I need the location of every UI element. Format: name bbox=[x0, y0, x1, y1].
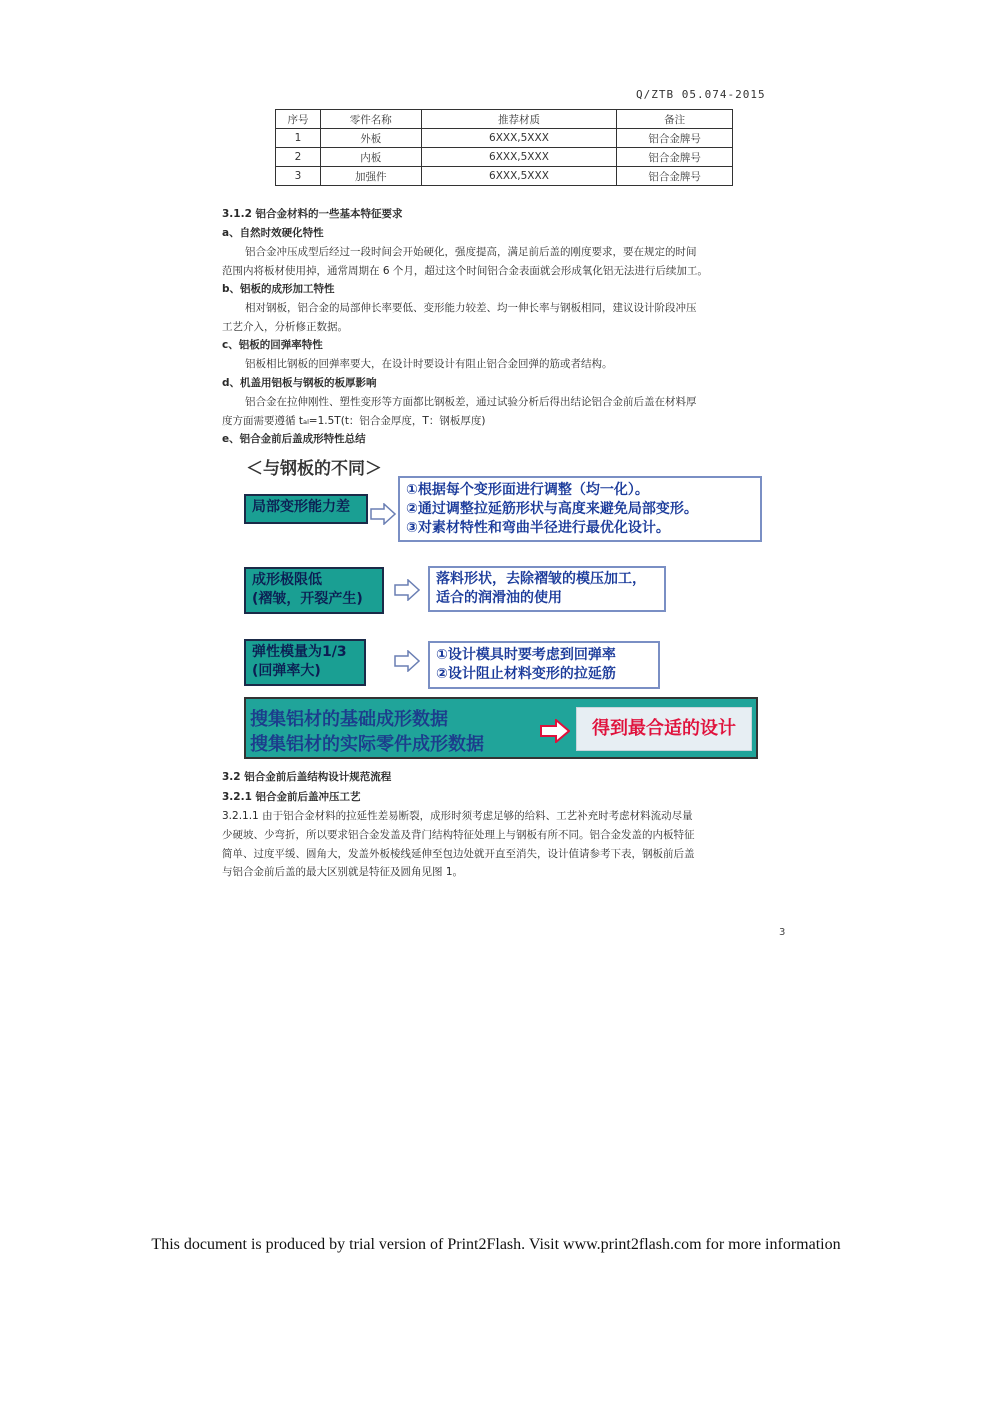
issue-label: 成形极限低 bbox=[252, 572, 322, 588]
table-cell: 2 bbox=[276, 148, 321, 167]
table-cell: 铝合金牌号 bbox=[617, 148, 733, 167]
table-cell: 6XXX,5XXX bbox=[421, 148, 617, 167]
issue-label: 局部变形能力差 bbox=[252, 499, 350, 515]
solution-line: 落料形状，去除褶皱的模压加工， bbox=[436, 571, 646, 587]
summary-line: 搜集铝材的基础成形数据 bbox=[250, 709, 448, 730]
table-header-cell: 推荐材质 bbox=[421, 110, 617, 129]
table-row bbox=[276, 129, 733, 148]
table-cell: 6XXX,5XXX bbox=[421, 167, 617, 186]
paragraph-line: 范围内将板材使用掉，通常周期在 6 个月，超过这个时间铝合金表面就会形成氧化铝无法进行后续加工。 bbox=[222, 265, 708, 277]
summary-line: 搜集铝材的实际零件成形数据 bbox=[250, 734, 484, 755]
issue-label: (回弹率大) bbox=[252, 663, 321, 679]
paragraph-line: 相对钢板，铝合金的局部伸长率要低、变形能力较差、均一伸长率与钢板相同，建议设计阶段冲压 bbox=[245, 302, 697, 314]
table-cell: 6XXX,5XXX bbox=[421, 129, 617, 148]
table-cell: 内板 bbox=[320, 148, 421, 167]
table-header-cell: 备注 bbox=[617, 110, 733, 129]
table-cell: 外板 bbox=[320, 129, 421, 148]
solution-line: ①设计模具时要考虑到回弹率 bbox=[436, 647, 616, 663]
solution-line: ②设计阻止材料变形的拉延筋 bbox=[436, 666, 616, 682]
subsection-heading: 3.2.1 铝合金前后盖冲压工艺 bbox=[222, 791, 361, 803]
diagram-issue-box bbox=[244, 639, 366, 686]
document-number: Q/ZTB 05.074-2015 bbox=[636, 88, 766, 101]
item-heading: c、铝板的回弹率特性 bbox=[222, 339, 323, 351]
table-row bbox=[276, 148, 733, 167]
table-cell: 加强件 bbox=[320, 167, 421, 186]
item-heading: e、铝合金前后盖成形特性总结 bbox=[222, 433, 366, 445]
right-arrow-icon bbox=[394, 650, 420, 672]
paragraph-line: 铝合金在拉伸刚性、塑性变形等方面都比钢板差，通过试验分析后得出结论铝合金前后盖在材料厚 bbox=[245, 396, 697, 408]
right-arrow-icon bbox=[394, 579, 420, 601]
material-table bbox=[275, 109, 733, 186]
paragraph-line: 工艺介入，分析修正数据。 bbox=[222, 321, 348, 333]
table-cell: 铝合金牌号 bbox=[617, 129, 733, 148]
diagram-issue-box bbox=[244, 567, 384, 614]
diagram-solution-box bbox=[398, 476, 762, 542]
trial-footer: This document is produced by trial version of Print2Flash. Visit www.print2flash.com for more information bbox=[151, 1236, 841, 1253]
diagram-issue-box bbox=[244, 494, 368, 524]
table-cell: 铝合金牌号 bbox=[617, 167, 733, 186]
issue-label: 弹性模量为1/3 bbox=[252, 644, 347, 660]
paragraph-line: 铝合金冲压成型后经过一段时间会开始硬化，强度提高，满足前后盖的刚度要求，要在规定的时间 bbox=[245, 246, 697, 258]
diagram-subtitle: ＜与钢板的不同＞ bbox=[246, 459, 382, 479]
table-row bbox=[276, 167, 733, 186]
diagram-summary-box bbox=[244, 697, 758, 759]
table-cell: 1 bbox=[276, 129, 321, 148]
paragraph-line: 3.2.1.1 由于铝合金材料的拉延性差易断裂，成形时须考虑足够的给料、工艺补充时考虑材料流动尽量 bbox=[222, 810, 693, 822]
paragraph-line: 度方面需要遵循 tₐₗ=1.5T(t：铝合金厚度，T：钢板厚度) bbox=[222, 415, 486, 427]
table-cell: 3 bbox=[276, 167, 321, 186]
diagram-solution-box bbox=[428, 566, 666, 612]
paragraph-line: 少硬坡、少弯折，所以要求铝合金发盖及背门结构特征处理上与钢板有所不同。铝合金发盖的内板特征 bbox=[222, 829, 695, 841]
paragraph-line: 与铝合金前后盖的最大区别就是特征及圆角见图 1。 bbox=[222, 866, 464, 878]
summary-result: 得到最合适的设计 bbox=[576, 707, 752, 751]
table-header-cell: 序号 bbox=[276, 110, 321, 129]
solution-line: ③对素材特性和弯曲半径进行最优化设计。 bbox=[406, 520, 670, 536]
section-heading: 3.2 铝合金前后盖结构设计规范流程 bbox=[222, 771, 392, 783]
item-heading: b、铝板的成形加工特性 bbox=[222, 283, 335, 295]
table-header-cell: 零件名称 bbox=[320, 110, 421, 129]
page-number: 3 bbox=[779, 927, 786, 938]
solution-line: ②通过调整拉延筋形状与高度来避免局部变形。 bbox=[406, 501, 698, 517]
paragraph-line: 铝板相比钢板的回弹率要大，在设计时要设计有阻止铝合金回弹的筋或者结构。 bbox=[245, 358, 613, 370]
right-arrow-icon bbox=[540, 719, 570, 743]
diagram-solution-box bbox=[428, 641, 660, 689]
right-arrow-icon bbox=[370, 503, 396, 525]
item-heading: d、机盖用铝板与钢板的板厚影响 bbox=[222, 377, 377, 389]
solution-line: 适合的润滑油的使用 bbox=[436, 590, 562, 606]
item-heading: a、自然时效硬化特性 bbox=[222, 227, 324, 239]
table-header-row bbox=[276, 110, 733, 129]
section-heading: 3.1.2 铝合金材料的一些基本特征要求 bbox=[222, 208, 403, 220]
solution-line: ①根据每个变形面进行调整（均一化）。 bbox=[406, 482, 649, 498]
issue-label: (褶皱，开裂产生) bbox=[252, 591, 363, 607]
paragraph-line: 简单、过度平缓、圆角大，发盖外板棱线延伸至包边处就开直至消失，设计值请参考下表，钢板前后盖 bbox=[222, 848, 695, 860]
